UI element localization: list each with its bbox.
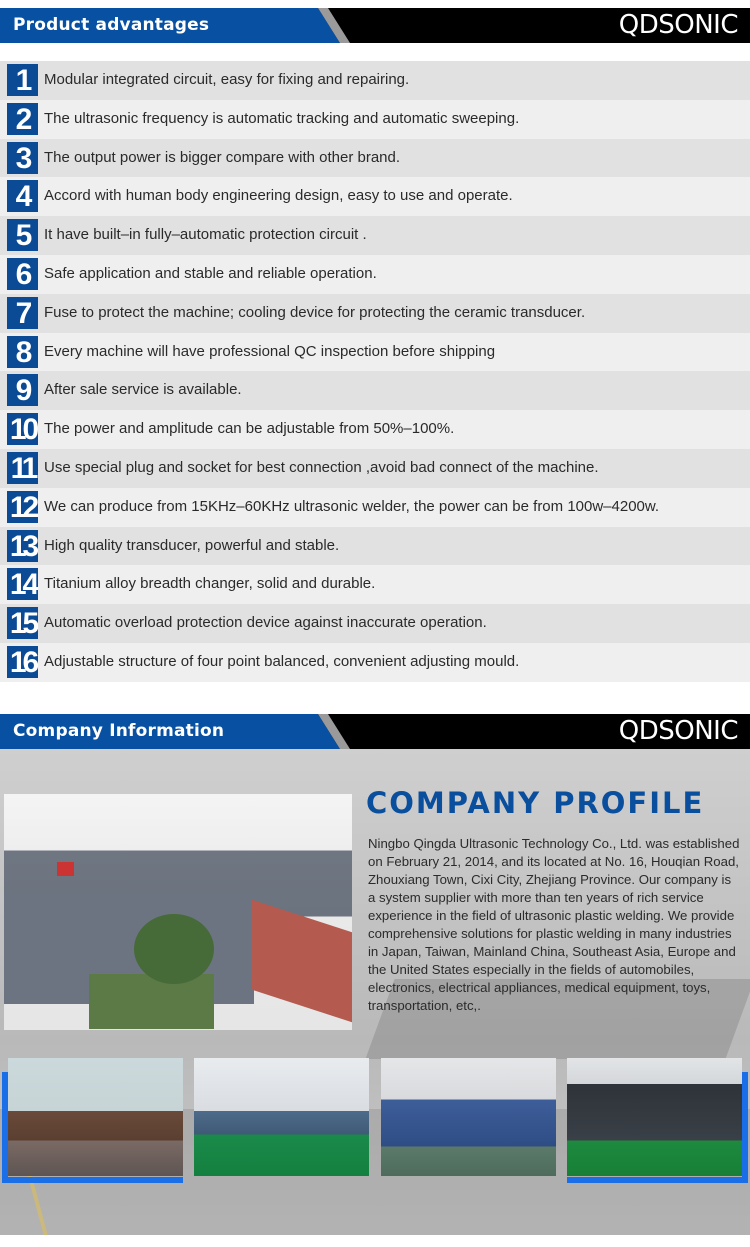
list-item [0,100,750,139]
item-text: Every machine will have professional QC inspection before shipping [44,342,496,360]
list-item [0,294,750,333]
item-text: Safe application and stable and reliable operation. [44,264,377,282]
item-text: We can produce from 15KHz–60KHz ultrasonic welder, the power can be from 100w–4200w. [44,497,660,515]
item-text: Titanium alloy breadth changer, solid and durable. [44,575,376,593]
item-number-badge: 7 [7,297,38,329]
product-advantages-banner [0,8,750,43]
list-item [0,61,750,100]
item-number-badge: 6 [7,258,38,290]
section-title: Product advantages [13,15,210,35]
brand-logo-text: QDSONIC [618,716,738,746]
list-item [0,410,750,449]
item-text: High quality transducer, powerful and stable. [44,536,340,554]
list-item [0,216,750,255]
item-number-badge: 12 [7,491,38,523]
brand-logo-text: QDSONIC [618,10,738,40]
list-item [0,527,750,566]
garden-shape [89,974,214,1029]
item-number-badge: 4 [7,180,38,212]
workshop-photo [194,1058,369,1176]
item-number-badge: 5 [7,219,38,251]
company-information-banner [0,714,750,749]
red-roof-shape [252,900,352,1022]
factory-exterior-photo [4,794,352,1030]
list-item [0,488,750,527]
item-text: The output power is bigger compare with other brand. [44,148,401,166]
item-number-badge: 14 [7,568,38,600]
list-item [0,255,750,294]
item-number-badge: 3 [7,142,38,174]
list-item [0,139,750,178]
item-text: Accord with human body engineering design, easy to use and operate. [44,187,513,205]
item-number-badge: 8 [7,336,38,368]
section-title: Company Information [13,721,225,741]
company-profile-heading: COMPANY PROFILE [366,786,705,820]
item-number-badge: 13 [7,530,38,562]
item-number-badge: 9 [7,374,38,406]
item-text: The ultrasonic frequency is automatic tracking and automatic sweeping. [44,109,520,127]
advantages-list [0,61,750,682]
item-text: It have built–in fully–automatic protection circuit . [44,226,367,244]
item-text: The power and amplitude can be adjustable from 50%–100%. [44,420,455,438]
item-text: Adjustable structure of four point balanced, convenient adjusting mould. [44,652,520,670]
item-text: Automatic overload protection device against inaccurate operation. [44,614,487,632]
item-number-badge: 1 [7,64,38,96]
list-item [0,333,750,372]
item-text: Modular integrated circuit, easy for fixing and repairing. [44,71,410,88]
list-item [0,565,750,604]
packaged-machines-photo [567,1058,742,1176]
item-text: Use special plug and socket for best connection ,avoid bad connect of the machine. [44,458,599,476]
item-number-badge: 15 [7,607,38,639]
item-text: After sale service is available. [44,381,242,399]
tree-shape [134,914,214,984]
list-item [0,449,750,488]
warehouse-shelves-photo [381,1058,556,1176]
list-item [0,604,750,643]
item-number-badge: 16 [7,646,38,678]
item-text: Fuse to protect the machine; cooling device for protecting the ceramic transducer. [44,303,586,321]
item-number-badge: 2 [7,103,38,135]
item-number-badge: 11 [7,452,38,484]
rooftop-sign-shape [57,862,74,876]
list-item [0,643,750,682]
company-profile-body: Ningbo Qingda Ultrasonic Technology Co., Ltd. was established on February 21, 2014, and its located at No. 16, Houqian Road, Zhouxiang Town, Cixi City, Zhejiang Province. Our company is a system supplier with more than ten years of rich service experience in the field of ultrasonic plastic welding. We provide comprehensive solutions for plastic welding in many industries in Japan, Taiwan, Mainland China, Southeast Asia, Europe and the United States especially in the fields of automobiles, electronics, electrical appliances, medical equipment, toys, transportation, etc,. [368,836,740,1013]
list-item [0,371,750,410]
list-item [0,177,750,216]
item-number-badge: 10 [7,413,38,445]
office-photo [8,1058,183,1176]
